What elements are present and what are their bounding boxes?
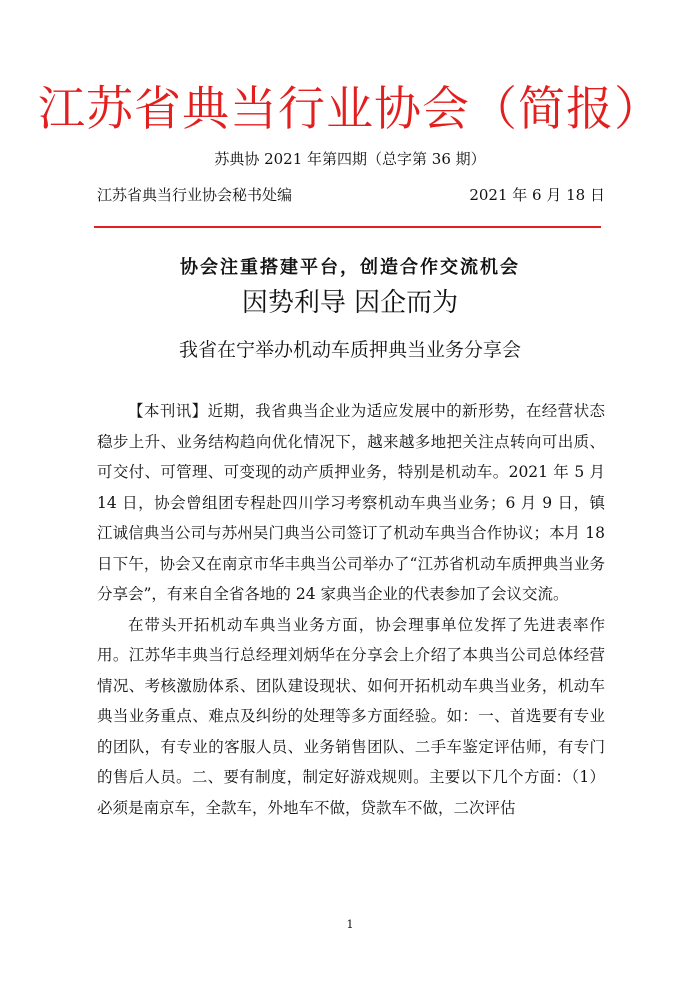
article-subheadline: 我省在宁举办机动车质押典当业务分享会 [178, 339, 521, 361]
masthead-meta [97, 184, 605, 206]
masthead-title: 江苏省典当行业协会（简报） [38, 82, 662, 137]
page-number: 1 [346, 918, 354, 931]
body-paragraph: 在带头开拓机动车典当业务方面，协会理事单位发挥了先进表率作用。江苏华丰典当行总经理刘炳华在分享会上介绍了本典当公司总体经营情况、考核激励体系、团队建设现状、如何开拓机动车典当业务，机动车典当业务重点、难点及纠纷的处理等多方面经验。如：一、首选要有专业的团队，有专业的客服人员、业务销售团队、二手车鉴定评估师，有专门的售后人员。二、要有制度，制定好游戏规则。主要以下几个方面：（1）必须是南京车，全款车，外地车不做，贷款车不做，二次评估 [97, 615, 605, 817]
article-headline: 因势利导 因企而为 [241, 288, 459, 318]
editor-credit: 江苏省典当行业协会秘书处编 [97, 186, 293, 204]
publish-date: 2021 年 6 月 18 日 [469, 186, 605, 204]
article-body [97, 396, 605, 823]
masthead-divider [94, 226, 601, 228]
article-kicker: 协会注重搭建平台，创造合作交流机会 [180, 257, 520, 278]
body-paragraph: 【本刊讯】近期，我省典当企业为适应发展中的新形势，在经营状态稳步上升、业务结构趋向优化情况下，越来越多地把关注点转向可出质、可交付、可管理、可变现的动产质押业务，特别是机动车。2021 年 5 月 14 日，协会曾组团专程赴四川学习考察机动车典当业务；6 月 9 日，镇江诚信典当公司与苏州吴门典当公司签订了机动车典当合作协议；本月 18 日下午，协会又在南京市华丰典当公司举办了“江苏省机动车质押典当业务分享会”，有来自全省各地的 24 家典当企业的代表参加了会议交流。 [97, 402, 605, 603]
issue-number: 苏典协 2021 年第四期（总字第 36 期） [214, 150, 486, 168]
